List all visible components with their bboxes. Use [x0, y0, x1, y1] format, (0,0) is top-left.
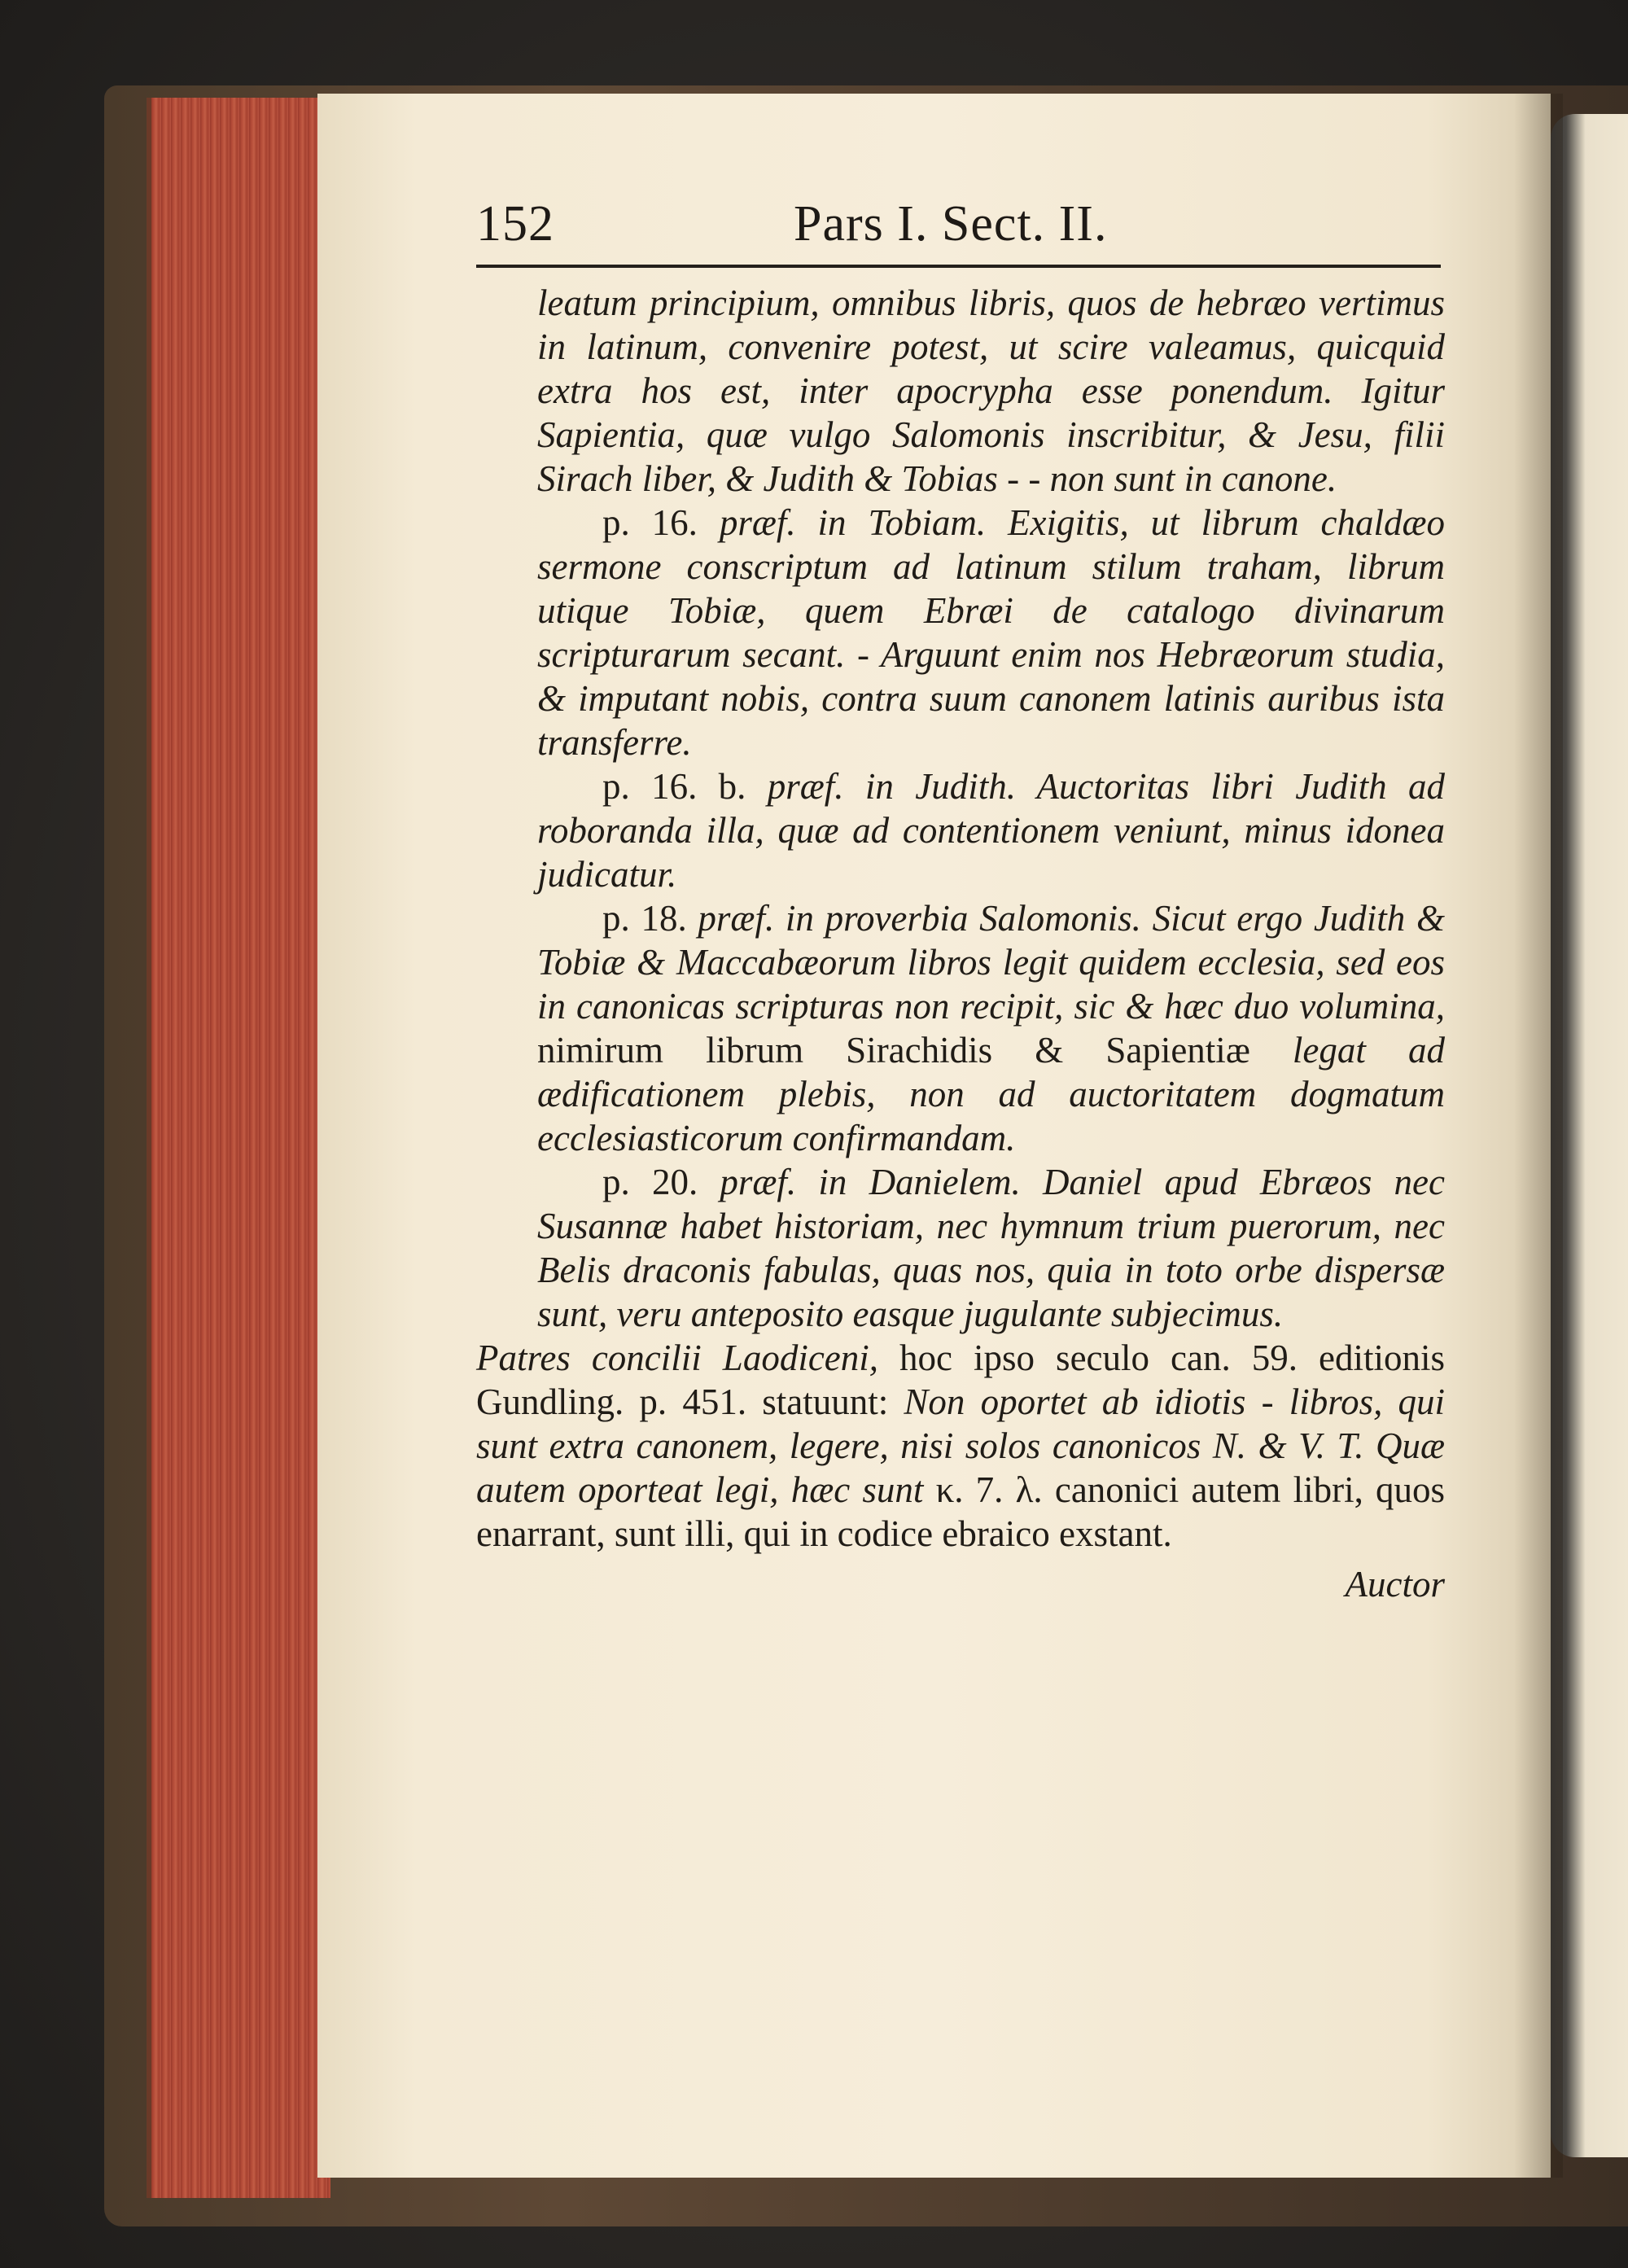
paragraph-text: leatum principium, omnibus libris, quos de hebræo vertimus in latinum, convenire potest, ut scire valeamus, quicquid extra hos est, inter apocrypha esse ponendum. Igitur Sapientia, quæ vulgo Salomonis inscribitur, & Jesu, filii Sirach liber, & Judith & Tobias - - non sunt in canone. — [537, 282, 1445, 499]
paragraph — [537, 1160, 1445, 1336]
running-head: Pars I. Sect. II. — [794, 196, 1108, 252]
quotation-text: præf. in Danielem. Daniel apud Ebræos nec Susannæ habet historiam, nec hymnum trium puerorum, nec Belis draconis fabulas, quas nos, quia in toto orbe dispersæ sunt, veru anteposito easque jugulante subjecimus. — [537, 1162, 1445, 1334]
page-reference: p. 20. — [602, 1162, 720, 1202]
quotation-text: præf. in Tobiam. Exigitis, ut librum chaldæo sermone conscriptum ad latinum stilum traham, librum utique Tobiæ, quem Ebræi de catalogo divinarum scripturarum secant. - Arguunt enim nos Hebræorum studia, & imputant nobis, contra suum canonem latinis auribus ista transferre. — [537, 502, 1446, 763]
paragraph — [537, 896, 1445, 1160]
page-header — [476, 195, 1441, 269]
page-number: 152 — [476, 196, 554, 252]
paragraph — [476, 1336, 1445, 1556]
quotation-text: Non oportet ab idiotis - libros, qui sunt extra canonem, legere, nisi solos canonicos N. & V. T. Quæ autem oporteat legi, hæc sunt — [476, 1381, 1446, 1510]
header-rule — [476, 265, 1441, 268]
gutter-shadow — [1514, 94, 1563, 2178]
paragraph — [537, 501, 1445, 764]
page-reference: p. 16. — [602, 502, 720, 543]
roman-text: hoc ipso seculo can. 59. editionis Gundling. p. 451. statuunt: — [476, 1338, 1445, 1422]
quotation-text: præf. in proverbia Salomonis. Sicut ergo Judith & Tobiæ & Maccabæorum libros legit quidem ecclesia, sed eos in canonicas scripturas non recipit, sic & hæc duo volumina, — [537, 898, 1446, 1027]
page-reference: p. 18. — [602, 898, 698, 939]
quotation-text: legat ad ædificationem plebis, non ad auctoritatem dogmatum ecclesiasticorum confirmandam. — [537, 1030, 1445, 1158]
paragraph — [537, 281, 1445, 501]
page-reference: p. 16. b. — [602, 766, 768, 807]
catchword: Auctor — [1345, 1564, 1445, 1605]
roman-text: κ. 7. λ. canonici autem libri, quos enarrant, sunt illi, qui in codice ebraico exstant. — [476, 1469, 1446, 1554]
quotation-text: præf. in Judith. Auctoritas libri Judith ad roboranda illa, quæ ad contentionem veniunt, minus idonea judicatur. — [537, 766, 1446, 895]
paragraph — [537, 764, 1445, 896]
roman-text: nimirum librum Sirachidis & Sapientiæ — [537, 1030, 1293, 1071]
lead-text: Patres concilii Laodiceni, — [476, 1338, 879, 1378]
page-edges — [147, 98, 330, 2198]
page-body — [476, 281, 1446, 1606]
